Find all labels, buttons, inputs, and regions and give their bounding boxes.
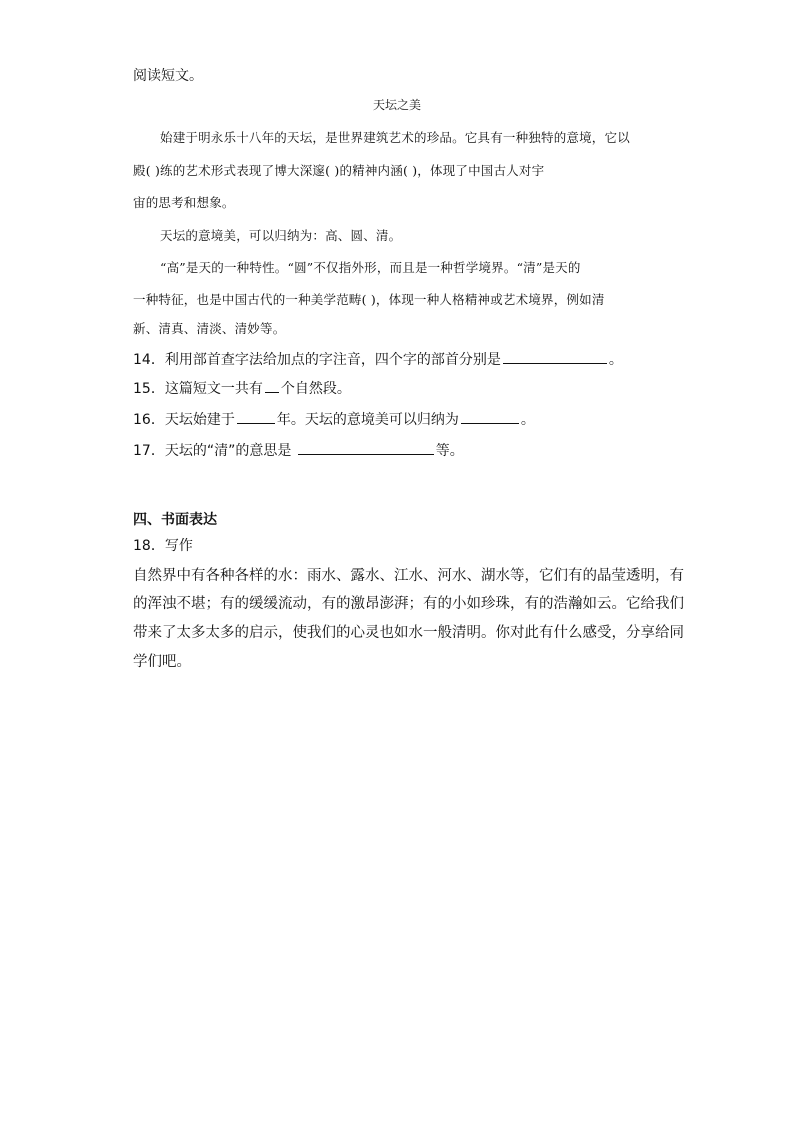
reading-instruction: 阅读短文。 <box>133 68 203 84</box>
question-17-text: 17．天坛的“清”的意思是 <box>133 443 296 459</box>
question-15-text: 15．这篇短文一共有 <box>133 381 263 397</box>
question-14-text: 14．利用部首查字法给加点的字注音，四个字的部首分别是 <box>133 352 501 368</box>
question-14-end: 。 <box>608 352 623 368</box>
question-16-answer-blank-beauty[interactable] <box>461 409 519 424</box>
question-15 <box>133 378 351 399</box>
passage-paragraph-1-line-2: 殿( )练的艺术形式表现了博大深邃( )的精神内涵( )，体现了中国古人对宇 <box>133 163 545 178</box>
question-14 <box>133 349 623 370</box>
question-15-end: 个自然段。 <box>280 381 351 397</box>
writing-prompt-line-1: 自然界中有各种各样的水：雨水、露水、江水、河水、湖水等，它们有的晶莹透明，有 <box>133 568 684 584</box>
question-17-answer-blank[interactable] <box>298 440 434 455</box>
question-16-text: 16．天坛始建于 <box>133 412 235 428</box>
question-16 <box>133 409 535 430</box>
question-15-answer-blank[interactable] <box>265 378 279 393</box>
question-17-end: 等。 <box>435 443 464 459</box>
question-16-end: 。 <box>520 412 535 428</box>
passage-paragraph-1-line-1: 始建于明永乐十八年的天坛，是世界建筑艺术的珍品。它具有一种独特的意境，它以 <box>160 130 630 145</box>
passage-paragraph-3-line-2: 一种特征，也是中国古代的一种美学范畴( )，体现一种人格精神或艺术境界，例如清 <box>133 292 605 307</box>
question-18-label: 18．写作 <box>133 538 193 554</box>
passage-paragraph-2: 天坛的意境美，可以归纳为：高、圆、清。 <box>160 228 402 243</box>
question-17 <box>133 440 464 461</box>
writing-prompt-line-3: 带来了太多太多的启示，使我们的心灵也如水一般清明。你对此有什么感受，分享给同 <box>133 625 684 641</box>
passage-paragraph-1-line-3: 宙的思考和想象。 <box>133 195 235 210</box>
question-14-answer-blank[interactable] <box>503 349 607 364</box>
passage-paragraph-3-line-3: 新、清真、清淡、清妙等。 <box>133 321 286 336</box>
passage-title: 天坛之美 <box>372 98 421 112</box>
question-16-middle: 年。天坛的意境美可以归纳为 <box>276 412 459 428</box>
writing-prompt-line-2: 的浑浊不堪；有的缓缓流动，有的激昂澎湃；有的小如珍珠，有的浩瀚如云。它给我们 <box>133 596 684 612</box>
question-16-answer-blank-year[interactable] <box>237 409 275 424</box>
writing-prompt-line-4: 学们吧。 <box>133 654 191 670</box>
passage-paragraph-3-line-1: “高”是天的一种特性。“圆”不仅指外形，而且是一种哲学境界。“清”是天的 <box>160 260 581 275</box>
section-four-heading: 四、书面表达 <box>133 512 217 528</box>
